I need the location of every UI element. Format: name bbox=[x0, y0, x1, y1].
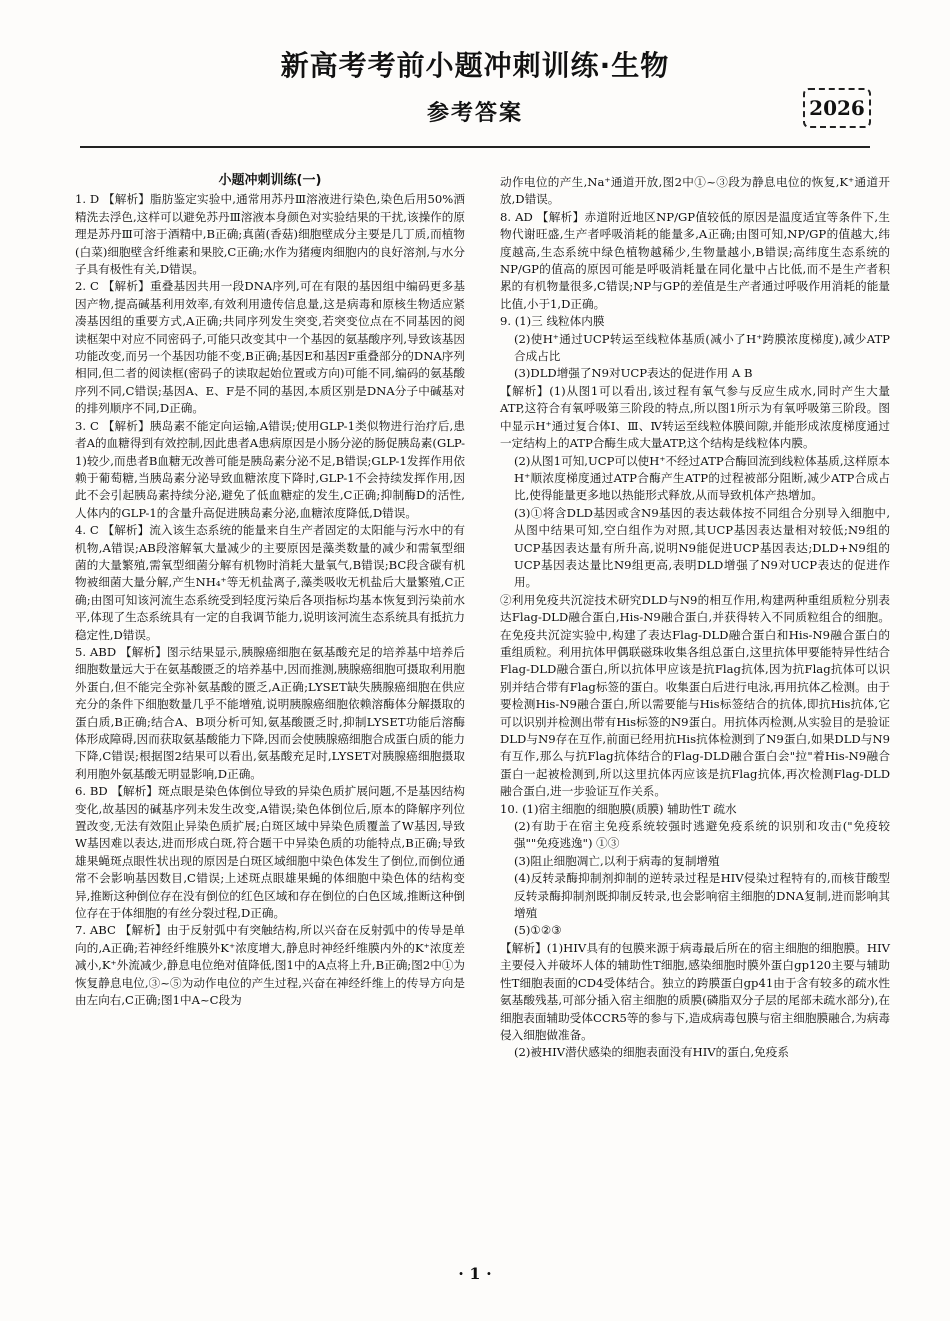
answer-paragraph: 9. (1)三 线粒体内膜 bbox=[500, 314, 605, 329]
answer-paragraph: 3. C 【解析】胰岛素不能定向运输,A错误;使用GLP-1类似物进行治疗后,患者A的血糖得到有效控制,因此患者A患病原因是小肠分泌的肠促胰岛素(GLP-1)较少,而患者B血糖无改善可能是胰岛素分泌不足,B错误;GLP-1发挥作用依赖于葡萄糖,当胰岛素分泌导致血糖浓度下降时,GLP-1不会持续发挥作用,因此不会引起胰岛素持续分泌,避免了低血糖症的发生,C正确;抑制酶D的活性,人体内的GLP-1的含量升高促进胰岛素分泌,血糖浓度降低,D错误。 bbox=[75, 418, 465, 520]
answer-paragraph: 5. ABD 【解析】图示结果显示,胰腺癌细胞在氨基酸充足的培养基中培养后细胞数量远大于在氨基酸匮乏的培养基中,因而推测,胰腺癌细胞可摄取利用胞外蛋白,但不能完全弥补氨基酸的匮乏,A正确;LYSET缺失胰腺癌细胞在供应充分的条件下细胞数量几乎不能增殖,说明胰腺癌细胞依赖溶酶体分解摄取的蛋白质,B正确;结合A、B项分析可知,氨基酸匮乏时,抑制LYSET功能后溶酶体形成障碍,因而获取氨基酸能力下降,因而会使胰腺癌细胞合成蛋白质的能力下降,C错误;根据图2结果可以看出,氨基酸充足时,LYSET对胰腺癌细胞摄取利用胞外氨基酸无明显影响,D正确。 bbox=[75, 644, 465, 781]
right-column bbox=[500, 174, 890, 1062]
analysis-paragraph: (3)①将含DLD基因或含N9基因的表达载体按不同组合分别导入细胞中,从图中结果可知,空白组作为对照,其UCP基因表达量相对较低;N9组的UCP基因表达量有所升高,说明N9能促进UCP基因表达;DLD+N9组的UCP基因表达量比N9组更高,表明DLD增强了N9对UCP表达的促进作用。 bbox=[514, 505, 890, 590]
answer-paragraph: 4. C 【解析】流入该生态系统的能量来自生产者固定的太阳能与污水中的有机物,A错误;AB段溶解氧大量减少的主要原因是藻类数量的减少和需氧型细菌的大量繁殖,需氧型细菌分解有机物时消耗大量氧气,B错误;BC段含碳有机物被细菌大量分解,产生NH₄⁺等无机盐离子,藻类吸收无机盐后大量繁殖,C正确;由图可知该河流生态系统受到轻度污染后各项指标均基本恢复到污染前水平,体现了生态系统具有一定的自我调节能力,说明该河流生态系统具有抵抗力稳定性,D错误。 bbox=[75, 523, 465, 642]
answer-paragraph: 2. C 【解析】重叠基因共用一段DNA序列,可在有限的基因组中编码更多基因产物,提高碱基利用效率,有效利用遗传信息量,这是病毒和原核生物适应紧凑基因组的重要方式,A正确;共同序列发生突变,若突变位点在不同基因的阅读框架中对应不同密码子,可能只改变其中一个基因的氨基酸序列,导致该基因功能改变,而另一个基因功能不变,B正确;基因E和基因F重叠部分的DNA序列相同,但二者的阅读框(密码子的读取起始位置或方向)可能不同,编码的氨基酸序列不同,C错误;基因A、E、F是不同的基因,本质区别是DNA分子中碱基对的排列顺序不同,D正确。 bbox=[75, 279, 465, 416]
answer-paragraph: (3)DLD增强了N9对UCP表达的促进作用 A B bbox=[514, 366, 753, 381]
analysis-paragraph: (2)从图1可知,UCP可以使H⁺不经过ATP合酶回流到线粒体基质,这样原本H⁺顺浓度梯度通过ATP合酶产生ATP的过程被部分阻断,减少ATP合成占比,使得能量更多地以热能形式释放,从而导致机体产热增加。 bbox=[514, 453, 890, 503]
answer-paragraph: (5)①②③ bbox=[514, 923, 562, 938]
analysis-paragraph: ②利用免疫共沉淀技术研究DLD与N9的相互作用,构建两种重组质粒分别表达Flag-DLD融合蛋白,His-N9融合蛋白,并获得转入不同质粒组合的细胞。在免疫共沉淀实验中,构建了表达Flag-DLD融合蛋白和His-N9融合蛋白的重组质粒。利用抗体甲偶联磁珠收集各组总蛋白,这里抗体甲要能特异性结合Flag-DLD融合蛋白,所以抗体甲应该是抗Flag抗体,因为抗Flag抗体可以识别并结合带有Flag标签的蛋白。收集蛋白后进行电泳,再用抗体乙检测。由于要检测His-N9融合蛋白,所以需要能与His标签结合的抗体,即抗His抗体,它可以识别并检测出带有His标签的N9蛋白。用抗体丙检测,从实验目的是验证DLD与N9存在互作,前面已经用抗His抗体检测到了N9蛋白,如果DLD与N9有互作,那么与抗Flag抗体结合的Flag-DLD融合蛋白会"拉"着His-N9融合蛋白一起被检测到,所以这里抗体丙应该是抗Flag抗体,再次检测Flag-DLD融合蛋白,进一步验证互作关系。 bbox=[500, 592, 890, 799]
answer-paragraph: 8. AD 【解析】赤道附近地区NP/GP值较低的原因是温度适宜等条件下,生物代谢旺盛,生产者呼吸消耗的能量多,A正确;由图可知,NP/GP的值越大,纬度越高,生态系统中绿色植物越稀少,生物量越小,B错误;高纬度生态系统的NP/GP的值高的原因可能是呼吸消耗量在同化量中占比低,而不是生产者积累的有机物量很多,C错误;NP与GP的差值是生产者通过呼吸作用消耗的能量比值,小于1,D正确。 bbox=[500, 209, 890, 311]
answer-paragraph: 10. (1)宿主细胞的细胞膜(质膜) 辅助性T 疏水 bbox=[500, 801, 737, 816]
year-badge: 2026 bbox=[803, 88, 871, 128]
analysis-paragraph: 【解析】(1)从图1可以看出,该过程有氧气参与反应生成水,同时产生大量ATP,这符合有氧呼吸第三阶段的特点,所以图1所示为有氧呼吸第三阶段。图中显示H⁺通过复合体Ⅰ、Ⅲ、Ⅳ转运至线粒体膜间隙,并能形成浓度梯度通过一定结构上的ATP合酶生成大量ATP,这个结构是线粒体内膜。 bbox=[500, 383, 890, 451]
analysis-paragraph: (2)被HIV潜伏感染的细胞表面没有HIV的蛋白,免疫系 bbox=[514, 1045, 789, 1060]
answer-paragraph: 7. ABC 【解析】由于反射弧中有突触结构,所以兴奋在反射弧中的传导是单向的,A正确;若神经纤维膜外K⁺浓度增大,静息时神经纤维膜内外的K⁺浓度差减小,K⁺外流减少,静息电位绝对值降低,图1中的A点将上升,B正确;图2中①为恢复静息电位,③~⑤为动作电位的产生过程,兴奋在神经纤维上的传导方向是由左向右,C正确;图1中A~C段为 bbox=[75, 923, 465, 1008]
answer-paragraph: 动作电位的产生,Na⁺通道开放,图2中①~③段为静息电位的恢复,K⁺通道开放,D错误。 bbox=[500, 175, 890, 207]
answer-paragraph: (3)阻止细胞凋亡,以利于病毒的复制增殖 bbox=[514, 853, 720, 868]
page-subtitle: 参考答案 bbox=[426, 101, 523, 126]
page-number: · 1 · bbox=[458, 1264, 492, 1283]
answer-paragraph: (2)有助于在宿主免疫系统较强时逃避免疫系统的识别和攻击("免疫较强""免疫逃逸") ①③ bbox=[514, 819, 890, 851]
answer-paragraph: (4)反转录酶抑制剂抑制的逆转录过程是HIV侵染过程特有的,而核苷酸型反转录酶抑制剂既抑制反转录,也会影响宿主细胞的DNA复制,进而影响其增殖 bbox=[514, 871, 890, 921]
answer-paragraph: 1. D 【解析】脂肪鉴定实验中,通常用苏丹Ⅲ溶液进行染色,染色后用50%酒精洗去浮色,这样可以避免苏丹Ⅲ溶液本身颜色对实验结果的干扰,该操作的原理是苏丹Ⅲ可溶于酒精中,B正确;真菌(香菇)细胞壁成分主要是几丁质,而植物(白菜)细胞壁含纤维素和果胶,C正确;水作为猪瘦肉细胞内的良好溶剂,与水分子具有极性有关,D错误。 bbox=[75, 192, 465, 277]
header-rule bbox=[80, 146, 870, 148]
analysis-paragraph: 【解析】(1)HIV具有的包膜来源于病毒最后所在的宿主细胞的细胞膜。HIV主要侵入并破坏人体的辅助性T细胞,感染细胞时膜外蛋白gp120主要与辅助性T细胞表面的CD4受体结合。独立的跨膜蛋白gp41由于含有较多的疏水性氨基酸残基,可部分插入宿主细胞的质膜(磷脂双分子层的尾部未疏水部分),在细胞表面辅助受体CCR5等的参与下,造成病毒包膜与宿主细胞膜融合,为病毒侵入细胞做准备。 bbox=[500, 940, 890, 1042]
page-title: 新高考考前小题冲刺训练·生物 bbox=[280, 49, 670, 82]
answer-paragraph: 6. BD 【解析】斑点眼是染色体倒位导致的异染色质扩展问题,不是基因结构变化,故基因的碱基序列未发生改变,A错误;染色体倒位后,原本的降解序列位置改变,无法有效阻止异染色质扩展;白斑区域中异染色质覆盖了W基因,导致W基因难以表达,进而形成白斑,符合题干中异染色质的功能特点,B正确;导致雄果蝇斑点眼性状出现的原因是白斑区域细胞中染色体发生了倒位,而倒位通常不会影响基因数目,C错误;上述斑点眼雄果蝇的体细胞中染色体的结构变异,推断这种倒位存在没有倒位的红色区域和存在倒位的白色区域,推断这种倒位存在于体细胞的有丝分裂过程,D正确。 bbox=[75, 784, 465, 921]
left-column bbox=[75, 172, 465, 1010]
section-heading: 小题冲刺训练(一) bbox=[218, 173, 322, 188]
answer-paragraph: (2)使H⁺通过UCP转运至线粒体基质(减小了H⁺跨膜浓度梯度),减少ATP合成占比 bbox=[514, 331, 890, 364]
